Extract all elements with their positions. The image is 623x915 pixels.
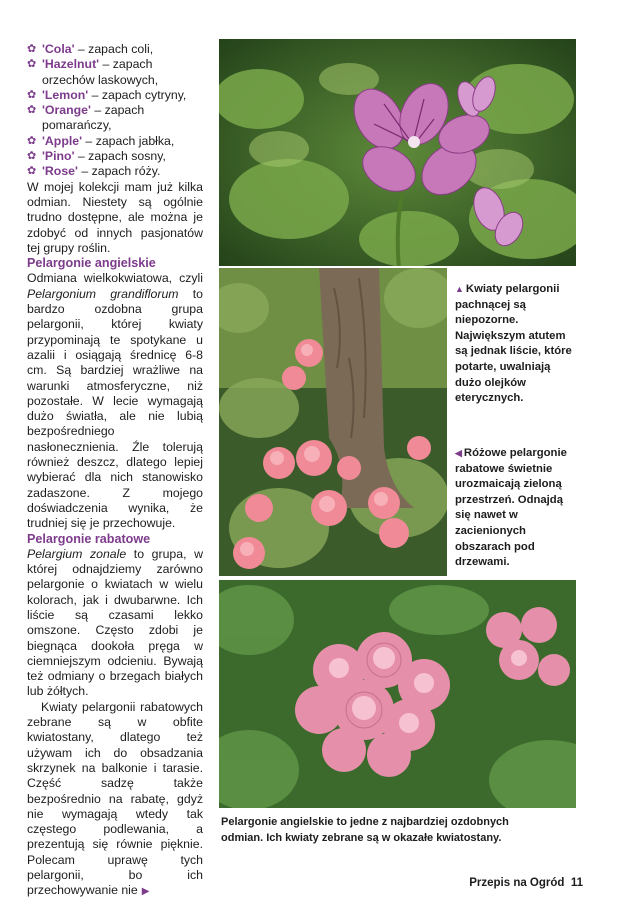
english-pelargonium-image [219, 580, 576, 808]
flower-bullet-icon: ✿ [27, 88, 37, 101]
triangle-right-icon: ▶ [141, 886, 150, 898]
section-heading-english: Pelargonie angielskie [27, 256, 156, 271]
paragraph-english: Odmiana wielkokwiatowa, czyli Pelargonium grandiflorum to bardzo ozdobna grupa pelargonii, której kwiaty przypominają te spotykane u azalii i osiągają średnicę 6-8 cm. Są bardziej wrażliwe na warunki atmosferyczne, niż pozostałe. W lecie wymagają dużo światła, ale nie lubią bezpośredniego nasłonecznienia. Źle tolerują również deszcz, dlatego lepiej wybierać dla nich stanowisko zadaszone. Z mojego doświadczenia wynika, że trudniej się je przechowuje. [27, 271, 203, 531]
magazine-name: Przepis na Ogród [469, 877, 565, 889]
flower-bullet-icon: ✿ [27, 58, 37, 71]
variety-item: ✿ 'Pino' – zapach sosny, [27, 149, 166, 164]
intro-paragraph: W mojej kolekcji mam już kilka odmian. Niestety są ogólnie trudno dostępne, ale można je zdobyć od innych pasjonatów tej grupy roślin. [27, 179, 203, 255]
caption-scented-pelargonium: ▲ Kwiaty pelargonii pachnącej są niepozorne. Największym atutem są jednak liście, które potarte, uwalniają dużo olejków eterycznych. [455, 283, 572, 405]
variety-item: ✿ 'Rose' – zapach róży. [27, 164, 161, 179]
paragraph-zonale: Pelargium zonale to grupa, w której odnajdziemy zarówno pelargonie o kwiatach w wielu kolorach, jak i dwubarwne. Ich liście są czasami lekko omszone. Często zdobi je biegnąca dookoła pręga w ciemniejszym odcieniu. Bywają też odmiany o brzegach białych lub żółtych. [27, 546, 203, 699]
page-number: 11 [570, 877, 583, 889]
caption-english-pelargonium: Pelargonie angielskie to jedne z najbardziej ozdobnych odmian. Ich kwiaty zebrane są w okazałe kwiatostany. [221, 816, 509, 844]
section-heading-zonale: Pelargonie rabatowe [27, 531, 151, 546]
photo-scented-pelargonium [219, 39, 576, 266]
flower-bullet-icon: ✿ [27, 43, 37, 55]
flower-bullet-icon: ✿ [27, 134, 37, 147]
variety-item: ✿ 'Orange' – zapach pomarańczy, [27, 103, 145, 133]
article-text-column [27, 42, 203, 900]
zonal-pelargonium-tree-image [219, 268, 447, 576]
flower-bullet-icon: ✿ [27, 104, 37, 117]
page-footer [469, 877, 583, 889]
variety-item: ✿ 'Apple' – zapach jabłka, [27, 133, 175, 148]
flower-bullet-icon: ✿ [27, 150, 37, 163]
variety-item: ✿ 'Cola' – zapach coli, [27, 42, 154, 56]
caption-zonal-pelargonium: ◀ Różowe pelargonie rabatowe świetnie urozmaicają zieloną przestrzeń. Odnajdą się nawet w zacienionych obszarach pod drzewami. [455, 447, 567, 569]
flower-bullet-icon: ✿ [27, 165, 37, 178]
photo-english-pelargonium [219, 580, 576, 808]
scented-pelargonium-image [219, 39, 576, 266]
paragraph-zonale-2: Kwiaty pelargonii rabatowych zebrane są w obfite kwiatostany, dlatego też używam ich do obsadzania skrzynek na balkonie i tarasie. Część sadzę także bezpośrednio na rabatę, gdyż nie wymagają wtedy tak częstego podlewania, a prezentują się równie pięknie. Polecam uprawę tych pelargonii, bo ich przechowywanie nie ▶ [27, 699, 203, 898]
variety-item: ✿ 'Lemon' – zapach cytryny, [27, 87, 187, 102]
triangle-left-icon: ◀ [455, 448, 462, 458]
photo-zonal-pelargonium-tree [219, 268, 447, 576]
variety-item: ✿ 'Hazelnut' – zapach orzechów laskowych, [27, 57, 159, 87]
triangle-up-icon: ▲ [455, 284, 464, 294]
